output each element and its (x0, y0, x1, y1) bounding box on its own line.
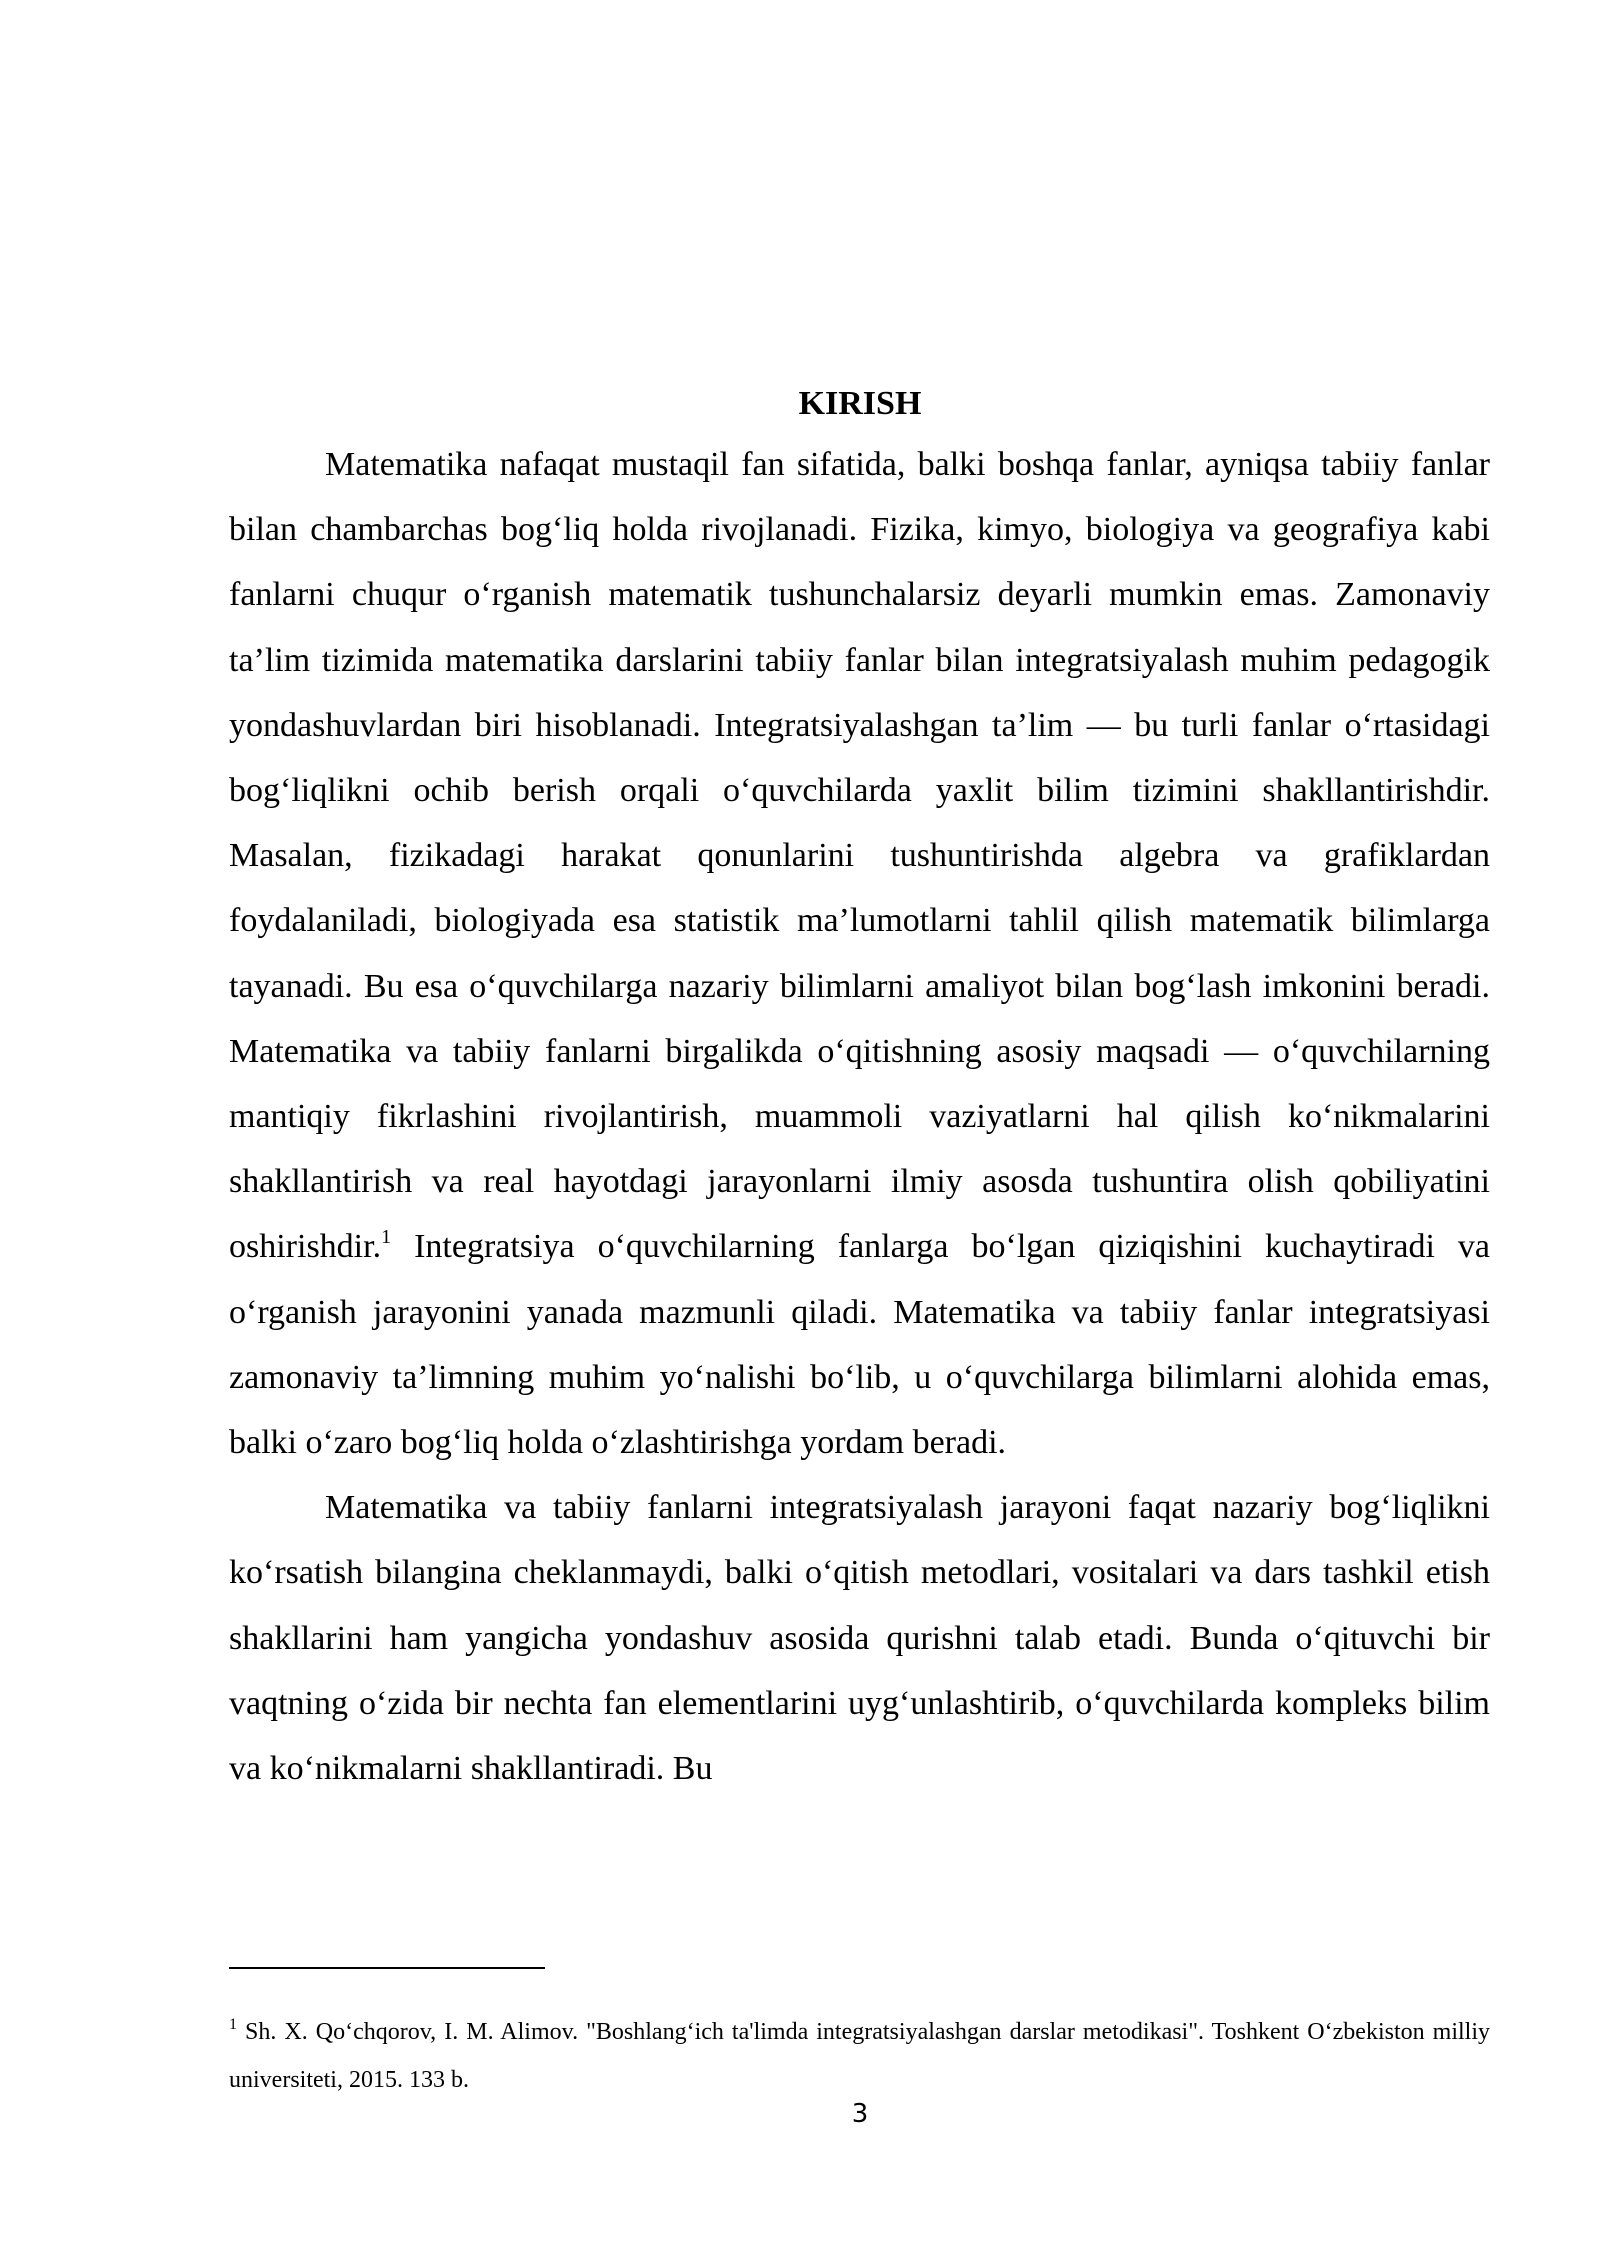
footnote-entry (229, 2008, 1490, 2104)
body-text (229, 432, 1490, 1801)
footnote-reference[interactable]: 1 (381, 1226, 392, 1249)
footnote (229, 2008, 1490, 2104)
paragraph-2: Matematika va tabiiy fanlarni integratsiyalash jarayoni faqat nazariy bog‘liqlikni ko‘rsatish bilangina cheklanmaydi, balki o‘qitish metodlari, vositalari va dars tashkil etish shakllarini ham yangicha yondashuv asosida qurishni talab etadi. Bunda o‘qituvchi bir vaqtning o‘zida bir nechta fan elementlarini uyg‘unlashtirib, o‘quvchilarda kompleks bilim va ko‘nikmalarni shakllantiradi. Bu (229, 1489, 1490, 1788)
paragraph-1-text: Matematika nafaqat mustaqil fan sifatida, balki boshqa fanlar, ayniqsa tabiiy fanlar bilan chambarchas bog‘liq holda rivojlanadi. Fizika, kimyo, biologiya va geografiya kabi fanlarni chuqur o‘rganish matematik tushunchalarsiz deyarli mumkin emas. Zamonaviy ta’lim tizimida matematika darslarini tabiiy fanlar bilan integratsiyalash muhim pedagogik yondashuvlardan biri hisoblanadi. Integratsiyalashgan ta’lim — bu turli fanlar o‘rtasidagi bog‘liqlikni ochib berish orqali o‘quvchilarda yaxlit bilim tizimini shakllantirishdir. Masalan, fizikadagi harakat qonunlarini tushuntirishda algebra va grafiklardan foydalaniladi, biologiyada esa statistik ma’lumotlarni tahlil qilish matematik bilimlarga tayanadi. Bu esa o‘quvchilarga nazariy bilimlarni amaliyot bilan bog‘lash imkonini beradi. Matematika va tabiiy fanlarni birgalikda o‘qitishning asosiy maqsadi — o‘quvchilarning mantiqiy fikrlashini rivojlantirish, muammoli vaziyatlarni hal qilish ko‘nikmalarini shakllantirish va real hayotdagi jarayonlarni ilmiy asosda tushuntira olish qobiliyatini oshirishdir. (229, 446, 1490, 1266)
section-title: KIRISH (798, 385, 922, 422)
footnote-text: Sh. X. Qo‘chqorov, I. M. Alimov. "Boshlang‘ich ta'limda integratsiyalashgan darslar metodikasi". Toshkent O‘zbekiston milliy universiteti, 2015. 133 b. (229, 2019, 1490, 2093)
page-number: 3 (851, 2099, 869, 2129)
paragraph-1-text-continued: Integratsiya o‘quvchilarning fanlarga bo‘lgan qiziqishini kuchaytiradi va o‘rganish jarayonini yanada mazmunli qiladi. Matematika va tabiiy fanlar integratsiyasi zamonaviy ta’limning muhim yo‘nalishi bo‘lib, u o‘quvchilarga bilimlarni alohida emas, balki o‘zaro bog‘liq holda o‘zlashtirishga yordam beradi. (229, 1228, 1490, 1462)
footnote-number: 1 (229, 2016, 237, 2033)
footnote-separator (229, 1967, 545, 1969)
paragraph-1 (229, 432, 1490, 1475)
